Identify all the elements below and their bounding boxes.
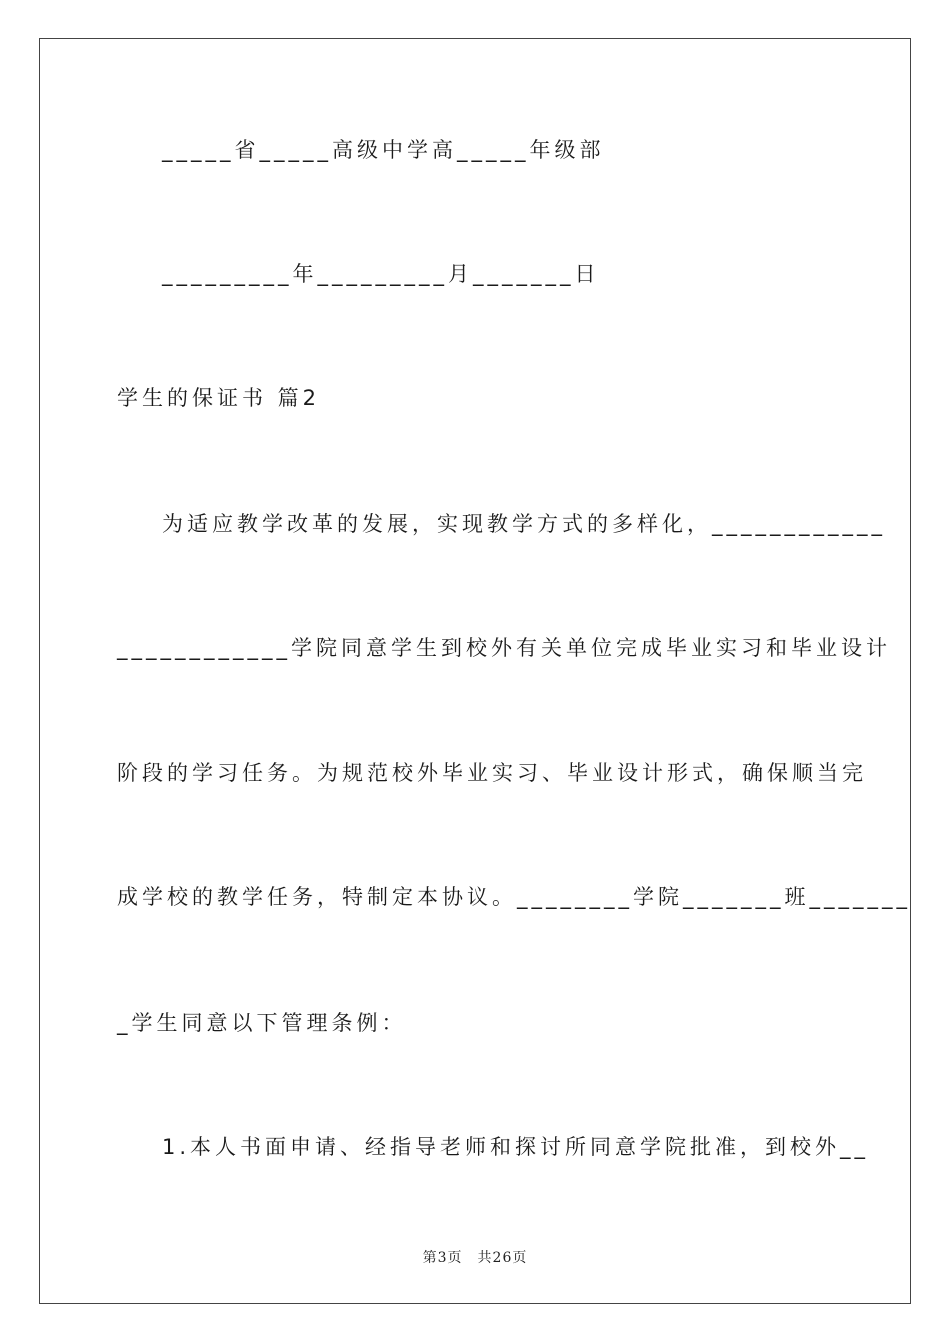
paragraph-line: 成学校的教学任务，特制定本协议。________学院_______班_______ [117,885,911,909]
paragraph-line: 为适应教学改革的发展，实现教学方式的多样化，____________ [162,512,886,536]
paragraph-line: 阶段的学习任务。为规范校外毕业实习、毕业设计形式，确保顺当完 [117,761,867,785]
page-border [39,38,911,1304]
paragraph-line: _学生同意以下管理条例： [117,1011,407,1035]
document-line-date: _________年_________月_______日 [162,262,600,286]
list-item: 1.本人书面申请、经指导老师和探讨所同意学院批准，到校外__ [162,1135,870,1159]
section-heading: 学生的保证书 篇2 [117,386,321,410]
document-line-school: _____省_____高级中学高_____年级部 [162,138,605,162]
paragraph-line: ____________学院同意学生到校外有关单位完成毕业实习和毕业设计 [117,636,891,660]
page-number-footer: 第3页 共26页 [422,1250,528,1266]
